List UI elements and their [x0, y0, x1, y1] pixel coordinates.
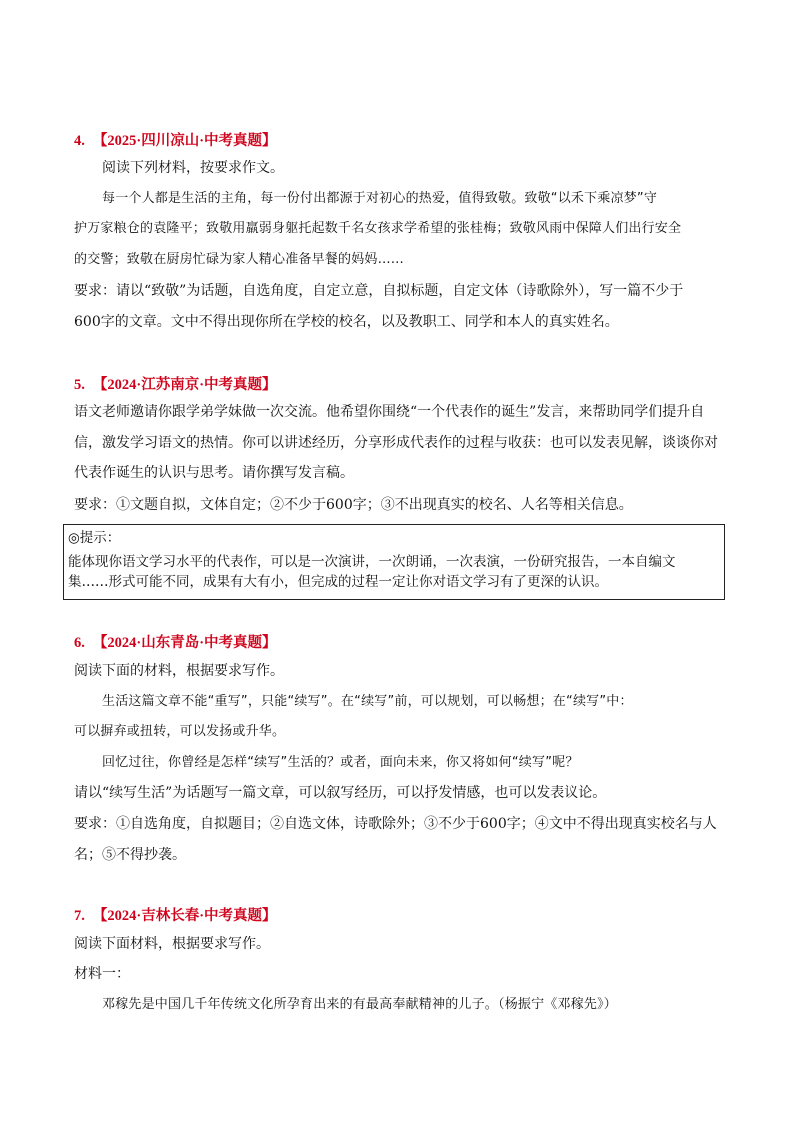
question-4-material-line: 护万家粮仓的袁隆平；致敬用羸弱身躯托起数千名女孩求学希望的张桂梅；致敬风雨中保障人们出行安全	[74, 221, 682, 236]
question-6-topic: 请以“续写生活”为话题写一篇文章，可以叙写经历，可以抒发情感，也可以发表议论。	[74, 785, 607, 801]
question-6-material-line: 可以摒弃或扭转，可以发扬或升华。	[74, 724, 286, 739]
question-5-heading	[74, 373, 277, 394]
question-7-heading	[74, 904, 277, 925]
question-4-requirement-line: 600字的文章。文中不得出现你所在学校的校名，以及教职工、同学和本人的真实姓名。	[74, 314, 619, 330]
question-5-body-line: 代表作诞生的认识与思考。请你撰写发言稿。	[74, 465, 354, 481]
question-number: 4.	[74, 133, 85, 149]
tip-box	[63, 524, 725, 600]
question-4-instruction: 阅读下列材料，按要求作文。	[102, 160, 284, 176]
question-6-requirement-line: 名；⑤不得抄袭。	[74, 847, 186, 863]
question-4-heading	[74, 129, 277, 150]
question-6-material-line: 回忆过往，你曾经是怎样“续写”生活的？或者，面向未来，你又将如何“续写”呢？	[102, 755, 579, 770]
question-source: 【2024·吉林长春·中考真题】	[92, 908, 277, 924]
question-source: 【2025·四川凉山·中考真题】	[92, 133, 277, 149]
question-6-material-line: 生活这篇文章不能“重写”，只能“续写”。在“续写”前，可以规划，可以畅想；在“续写”中：	[102, 694, 633, 709]
question-7-instruction: 阅读下面材料，根据要求写作。	[74, 936, 270, 952]
question-5-body-line: 语文老师邀请你跟学弟学妹做一次交流。他希望你围绕“一个代表作的诞生”发言，来帮助同学们提升自	[74, 404, 705, 420]
question-4-material-line: 每一个人都是生活的主角，每一份付出都源于对初心的热爱，值得致敬。致敬“以禾下乘凉梦”守	[102, 191, 658, 206]
question-number: 7.	[74, 908, 85, 924]
question-7-material-label: 材料一：	[74, 966, 130, 982]
question-7-material-line: 邓稼先是中国几千年传统文化所孕育出来的有最高奉献精神的儿子。（杨振宁《邓稼先》）	[102, 997, 618, 1012]
tip-title: ◎提示：	[68, 530, 121, 546]
question-4-material-line: 的交警；致敬在厨房忙碌为家人精心准备早餐的妈妈……	[74, 252, 405, 267]
tip-line: 集……形式可能不同，成果有大有小，但完成的过程一定让你对语文学习有了更深的认识。	[68, 574, 608, 590]
question-number: 5.	[74, 377, 85, 393]
question-6-requirement-line: 要求：①自选角度，自拟题目；②自选文体，诗歌除外；③不少于600字；④文中不得出现真实校名与人	[74, 816, 717, 832]
question-source: 【2024·山东青岛·中考真题】	[92, 635, 277, 651]
question-6-instruction: 阅读下面的材料，根据要求写作。	[74, 663, 284, 679]
question-5-requirements: 要求：①文题自拟，文体自定；②不少于600字；③不出现真实的校名、人名等相关信息。	[74, 497, 633, 513]
question-source: 【2024·江苏南京·中考真题】	[92, 377, 277, 393]
question-number: 6.	[74, 635, 85, 651]
question-4-requirement-line: 要求：请以“致敬”为话题，自选角度，自定立意，自拟标题，自定文体（诗歌除外），写一篇不少于	[74, 283, 684, 299]
tip-line: 能体现你语文学习水平的代表作，可以是一次演讲，一次朗诵，一次表演，一份研究报告，一本自编文	[68, 554, 676, 570]
question-6-heading	[74, 631, 277, 652]
question-5-body-line: 信，激发学习语文的热情。你可以讲述经历，分享形成代表作的过程与收获：也可以发表见解，谈谈你对	[74, 435, 718, 451]
